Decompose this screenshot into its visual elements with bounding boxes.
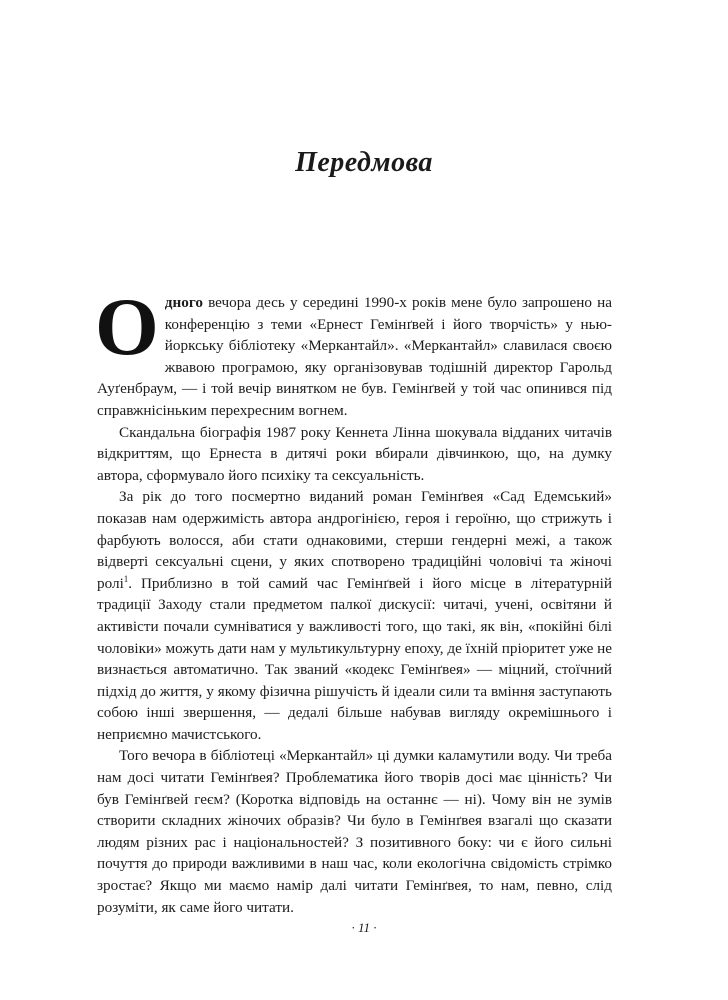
paragraph-3-text-b: . Приблизно в той самий час Гемінґвей і його місце в літературній традиції Заходу стали предметом палкої дискусії: читачі, учені, освітяни й активісти почали сумніватися у важливості того, що такі, як він, «покійні білі чоловіки» можуть дати нам у мультикультурну епоху, де їхній пріоритет уже не визнається автоматично. Так званий «кодекс Гемінґвея» — міцний, стоїчний підхід до життя, у якому фізична рішучість й ідеали сили та вміння заступають собою інші звершення, — дедалі більше набував вигляду окремішнього і неприємно мачистського. xyxy=(97,574,612,743)
drop-cap: О xyxy=(95,281,159,372)
paragraph-1-text: вечора десь у середині 1990-х років мене було запрошено на конференцію з теми «Ернест Гемінґвей і його творчість» у нью-йоркську бібліотеку «Меркантайл». «Меркантайл» славилася своєю жвавою програмою, яку організовував тодішній директор Гарольд Ауґенбраум, — і той вечір винятком не був. Гемінґвей у той час опинився під справжнісіньким перехресним вогнем. xyxy=(97,294,612,419)
body-text xyxy=(95,281,612,918)
paragraph-1 xyxy=(95,281,612,422)
footnote-marker[interactable]: 1 xyxy=(123,573,129,584)
page-number: · 11 · xyxy=(351,920,377,935)
lead-word: дного xyxy=(164,294,203,311)
paragraph-3-text-a: За рік до того посмертно виданий роман Гемінґвея «Сад Едемський» показав нам одержимість автора андрогінією, героя і героїню, що стрижуть і фарбують волосся, аби стати однаковими, стерши гендерні межі, а також відверті сексуальні сцени, у яких спотворено традиційні чоловічі та жіночі ролі xyxy=(97,488,612,592)
chapter-title: Передмова xyxy=(295,146,433,178)
paragraph-4: Того вечора в бібліотеці «Меркантайл» ці думки каламутили воду. Чи треба нам досі читати Гемінґвея? Проблематика його творів досі має цінність? Чи був Гемінґвей геєм? (Коротка відповідь на останнє — ні). Чому він не зумів створити складних жіночих образів? Чи було в Гемінґвея взагалі що сказати людям різних рас і національностей? З позитивного боку: чи є його сильні почуття до природи важливими в наш час, коли екологічна свідомість стрімко зростає? Якщо ми маємо намір далі читати Гемінґвея, то нам, певно, слід розуміти, як саме його читати. xyxy=(97,747,612,916)
paragraph-3 xyxy=(97,486,612,745)
paragraph-2: Скандальна біографія 1987 року Кеннета Лінна шокувала відданих читачів відкриттям, що Ернеста в дитячі роки вбирали дівчинкою, що, на думку автора, сформувало його психіку та сексуальність. xyxy=(97,423,612,484)
